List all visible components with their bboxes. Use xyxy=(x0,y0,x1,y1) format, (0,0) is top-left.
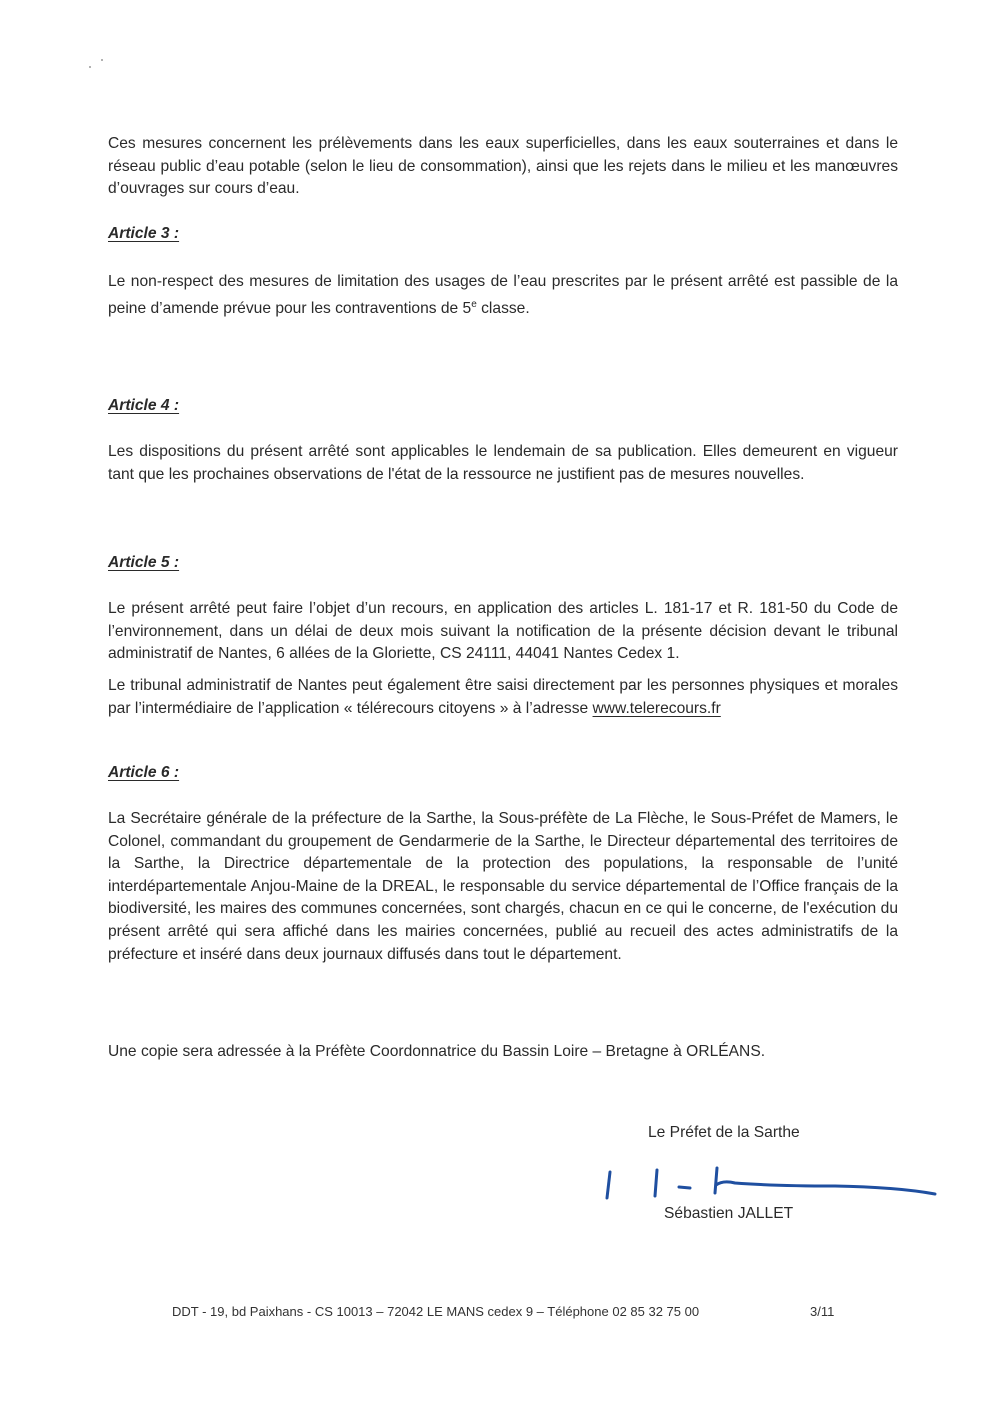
footer-address: DDT - 19, bd Paixhans - CS 10013 – 72042 LE MANS cedex 9 – Téléphone 02 85 32 75 00 xyxy=(172,1304,700,1319)
article-3-heading: Article 3 : xyxy=(108,225,180,242)
article-4-paragraph: Les dispositions du présent arrêté sont applicables le lendemain de sa publication. Elles demeurent en vigueur tant que les prochaines observations de l'état de la ressource ne justifient pas de mesures nouvelles. xyxy=(108,443,898,483)
signatory-title: Le Préfet de la Sarthe xyxy=(648,1124,800,1141)
article-5-paragraph-1: Le présent arrêté peut faire l’objet d’un recours, en application des articles L. 181-17 et R. 181-50 du Code de l’environnement, dans un délai de deux mois suivant la notification de la présente décision devant le tribunal administratif de Nantes, 6 allées de la Gloriette, CS 24111, 44041 Nantes Cedex 1. xyxy=(108,600,898,663)
telerecours-link[interactable]: www.telerecours.fr xyxy=(592,699,721,717)
copy-note: Une copie sera adressée à la Préfète Coordonnatrice du Bassin Loire – Bretagne à ORLÉANS. xyxy=(108,1043,766,1060)
scan-speck xyxy=(101,59,103,61)
article-5-heading: Article 5 : xyxy=(108,554,180,571)
article-6-heading: Article 6 : xyxy=(108,764,180,781)
page-number: 3/11 xyxy=(810,1304,835,1319)
signatory-name: Sébastien JALLET xyxy=(664,1205,794,1222)
article-3-paragraph: Le non-respect des mesures de limitation des usages de l’eau prescrites par le présent arrêté est passible de la peine d’amende prévue pour les contraventions de 5e classe. xyxy=(108,273,898,317)
article-5-paragraph-2: Le tribunal administratif de Nantes peut également être saisi directement par les personnes physiques et morales par l’intermédiaire de l’application « télérecours citoyens » à l’adresse www.telerecours.fr xyxy=(108,677,898,717)
scan-speck xyxy=(89,66,91,68)
article-4-heading: Article 4 : xyxy=(108,397,180,414)
intro-paragraph: Ces mesures concernent les prélèvements dans les eaux superficielles, dans les eaux souterraines et dans le réseau public d’eau potable (selon le lieu de consommation), ainsi que les rejets dans le milieu et les manœuvres d’ouvrages sur cours d’eau. xyxy=(108,135,898,198)
superscript: e xyxy=(471,298,477,310)
article-6-paragraph: La Secrétaire générale de la préfecture de la Sarthe, la Sous-préfète de La Flèche, le Sous-Préfet de Mamers, le Colonel, commandant du groupement de Gendarmerie de la Sarthe, le Directeur départemental des territoires de la Sarthe, la Directrice départementale de la protection des populations, la responsable de l’unité interdépartementale Anjou-Maine de la DREAL, le responsable du service départemental de l’Office français de la biodiversité, les maires des communes concernées, sont chargés, chacun en ce qui le concerne, de l'exécution du présent arrêté qui sera affiché dans les mairies concernées, publié au recueil des actes administratifs de la préfecture et inséré dans deux journaux diffusés dans tout le département. xyxy=(108,810,898,963)
handwritten-signature xyxy=(595,1160,940,1205)
